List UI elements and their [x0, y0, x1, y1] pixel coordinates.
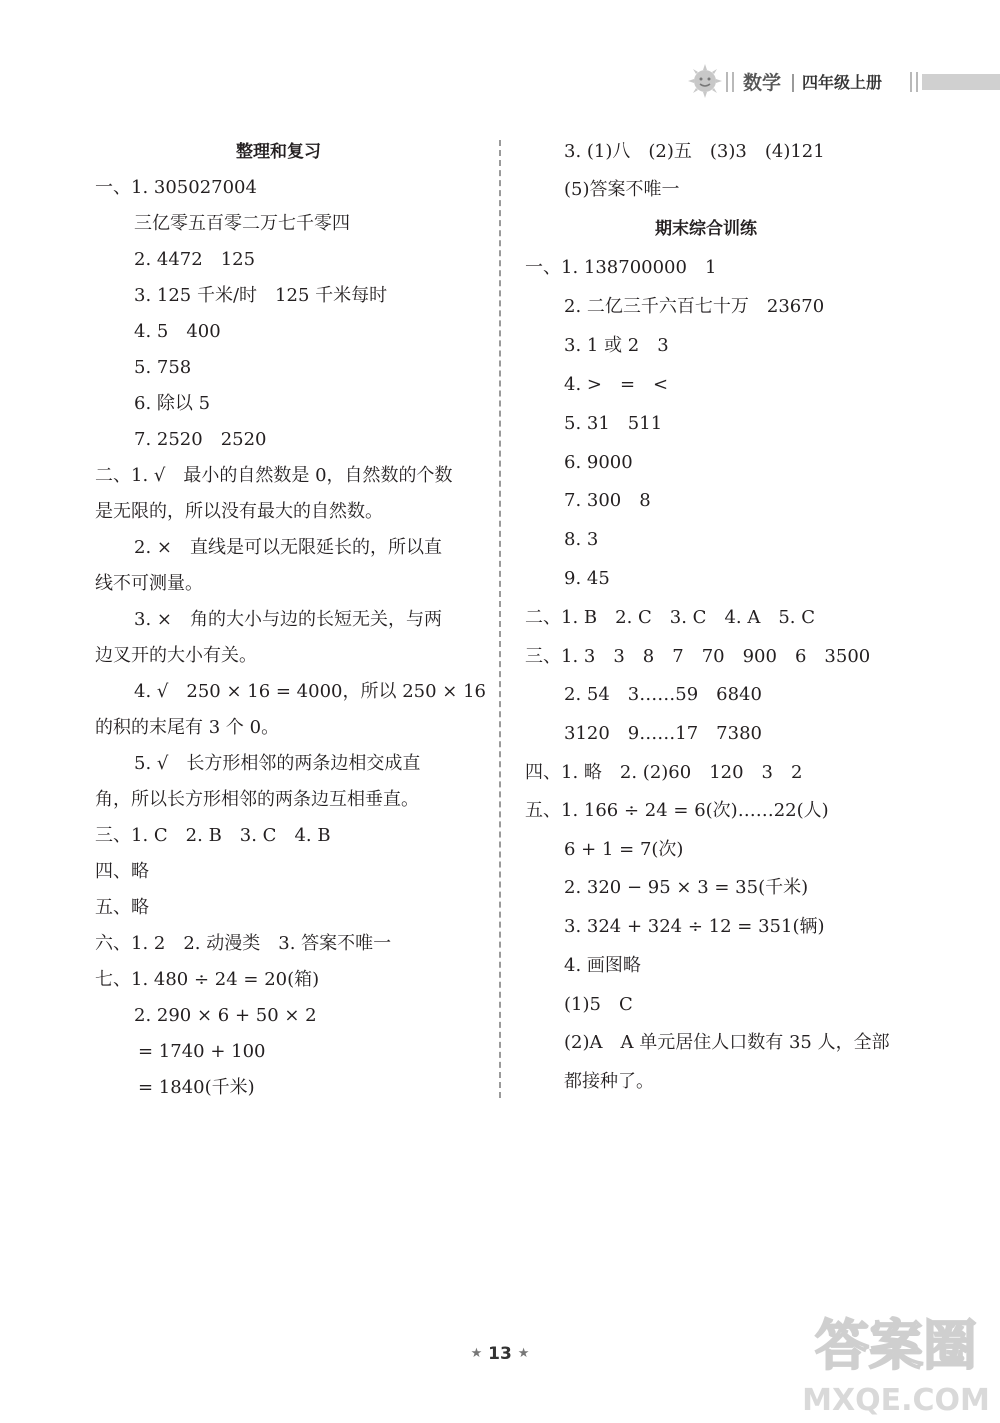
answer-line: 四、1. 略 2. (2)60 120 3 2 — [525, 762, 803, 783]
answer-line: 5. √ 长方形相邻的两条边相交成直 — [134, 753, 421, 774]
answer-line: 五、略 — [95, 897, 149, 918]
answer-line: 七、1. 480 ÷ 24 = 20(箱) — [95, 969, 320, 990]
answer-line: = 1740 + 100 — [138, 1041, 266, 1062]
answer-line: 2. 290 × 6 + 50 × 2 — [134, 1005, 317, 1026]
answer-line: 4. 5 400 — [134, 321, 221, 342]
answer-line: 5. 31 511 — [564, 413, 663, 434]
watermark-logo — [792, 1308, 1000, 1423]
answer-line: 一、1. 305027004 — [95, 177, 257, 198]
answer-line: 三、1. C 2. B 3. C 4. B — [95, 825, 331, 846]
answer-line: (2)A A 单元居住人口数有 35 人，全部 — [564, 1032, 890, 1053]
page-number: 13 — [488, 1344, 512, 1364]
answer-line: 3. × 角的大小与边的长短无关，与两 — [134, 609, 442, 630]
answer-line: (5)答案不唯一 — [564, 179, 680, 200]
answer-line: 2. 二亿三千六百七十万 23670 — [564, 296, 825, 317]
answer-line: 2. 4472 125 — [134, 249, 256, 270]
answer-line: 线不可测量。 — [95, 573, 203, 594]
header-bars-left — [726, 72, 734, 92]
header-bars-right — [910, 72, 918, 92]
answer-line: 3120 9……17 7380 — [564, 723, 762, 744]
grade-label: 四年级上册 — [802, 73, 883, 92]
answer-line: 四、略 — [95, 861, 149, 882]
answer-line: 六、1. 2 2. 动漫类 3. 答案不唯一 — [95, 933, 392, 954]
answer-line: 7. 300 8 — [564, 490, 651, 511]
answer-line: 2. 320 − 95 × 3 = 35(千米) — [564, 877, 809, 898]
answer-line: 8. 3 — [564, 529, 599, 550]
answer-line: 2. 54 3……59 6840 — [564, 684, 762, 705]
answer-line: 一、1. 138700000 1 — [525, 257, 717, 278]
answer-line: 三、1. 3 3 8 7 70 900 6 3500 — [525, 646, 871, 667]
column-divider — [499, 140, 501, 1098]
right-section-title: 期末综合训练 — [655, 219, 757, 239]
answer-line: 是无限的，所以没有最大的自然数。 — [95, 501, 383, 522]
answer-line: 9. 45 — [564, 568, 610, 589]
answer-line: 4. 画图略 — [564, 955, 641, 976]
answer-line: 的积的末尾有 3 个 0。 — [95, 717, 280, 738]
answer-line: 边叉开的大小有关。 — [95, 645, 257, 666]
watermark-url: MXQE.COM — [802, 1383, 990, 1418]
answer-line: 6. 除以 5 — [134, 393, 211, 414]
answer-line: 角，所以长方形相邻的两条边互相垂直。 — [95, 789, 419, 810]
star-icon: ★ — [470, 1346, 483, 1361]
answer-line: 4. √ 250 × 16 = 4000，所以 250 × 16 — [134, 681, 486, 702]
answer-line: 3. 1 或 2 3 — [564, 335, 669, 356]
answer-line: 3. (1)八 (2)五 (3)3 (4)121 — [564, 141, 825, 162]
answer-line: (1)5 C — [564, 994, 633, 1015]
answer-line: 2. × 直线是可以无限延长的，所以直 — [134, 537, 442, 558]
answer-line: 6. 9000 — [564, 452, 633, 473]
answer-line: 五、1. 166 ÷ 24 = 6(次)……22(人) — [525, 800, 829, 821]
answer-line: 7. 2520 2520 — [134, 429, 267, 450]
sun-logo-icon — [688, 64, 722, 98]
answer-line: = 1840(千米) — [138, 1077, 255, 1098]
header-separator — [792, 74, 794, 92]
answer-line: 三亿零五百零二万七千零四 — [134, 213, 350, 234]
answer-line: 5. 758 — [134, 357, 192, 378]
page-header — [680, 62, 1000, 102]
header-gray-band — [922, 74, 1000, 90]
watermark-text: 答案圈 — [815, 1314, 977, 1377]
answer-line: 二、1. B 2. C 3. C 4. A 5. C — [525, 607, 816, 628]
answer-line: 4. > = < — [564, 374, 669, 395]
answer-line: 二、1. √ 最小的自然数是 0，自然数的个数 — [95, 465, 453, 486]
answer-line: 6 + 1 = 7(次) — [564, 839, 684, 860]
answer-line: 3. 125 千米/时 125 千米每时 — [134, 285, 388, 306]
left-section-title: 整理和复习 — [236, 142, 321, 162]
answer-line: 都接种了。 — [564, 1071, 654, 1092]
answer-line: 3. 324 + 324 ÷ 12 = 351(辆) — [564, 916, 825, 937]
subject-label: 数学 — [743, 72, 782, 94]
star-icon: ★ — [517, 1346, 530, 1361]
